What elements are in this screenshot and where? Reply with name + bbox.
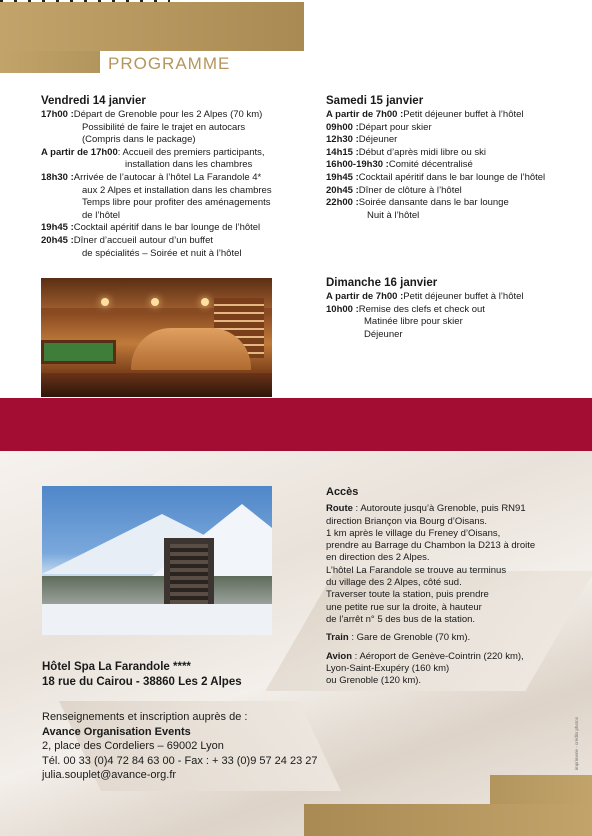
schedule-item: 16h00-19h30 : Comité décentralisé: [326, 159, 473, 171]
snow-foreground: [42, 604, 272, 635]
access-route-line: direction Briançon via Bourg d’Oisans.: [326, 515, 488, 527]
bar-lounge-photo: [41, 278, 272, 397]
hotel-block: [42, 660, 242, 690]
bar-counter: [131, 328, 251, 370]
photo-credit: imprimerie - crédits photos: [574, 716, 579, 770]
access-plane-line: ou Grenoble (120 km).: [326, 675, 422, 687]
access-section: [326, 486, 535, 687]
access-plane-line: Lyon-Saint-Exupéry (160 km): [326, 662, 450, 674]
red-divider-band: [0, 398, 592, 451]
contact-phone: Tél. 00 33 (0)4 72 84 63 00 - Fax : + 33 (0)9 57 24 23 27: [42, 754, 318, 767]
pool-table: [41, 340, 116, 364]
contact-intro: Renseignements et inscription auprès de :: [42, 711, 248, 723]
access-route-line: du village des 2 Alpes, côté sud.: [326, 577, 462, 589]
gold-footer-block: [304, 804, 592, 836]
hotel-exterior-photo: [42, 486, 272, 635]
schedule-item: 18h30 : Arrivée de l’autocar à l’hôtel La Farandole 4*: [41, 171, 262, 183]
access-route-line: prendre au Barrage du Chambon la D213 à droite: [326, 540, 536, 552]
access-plane: Avion : Aéroport de Genève-Cointrin (220 km),: [326, 650, 524, 662]
schedule-item: 09h00 : Départ pour skier: [326, 121, 432, 133]
friday-title: Vendredi 14 janvier: [41, 95, 146, 107]
schedule-item: A partir de 17h00 : Accueil des premiers participants,: [41, 146, 265, 158]
saturday-schedule: Samedi 15 janvier A partir de 7h00 : Petit déjeuner buffet à l’hôtel 09h00 : Départ pour skier 12h30 : Déjeuner 14h15 : Début d’après midi libre ou ski 16h00-19h30 : Comité décentralisé 19h45 : Cocktail apéritif dans le bar lounge de l’hôtel 20h45 : Dîner de clôture à l’hôtel 22h00 : Soirée dansante dans le bar lounge Nuit à l’hôtel: [326, 95, 546, 221]
hotel-name: Hôtel Spa La Farandole ****: [42, 661, 191, 673]
access-route-line: en direction des 2 Alpes.: [326, 552, 430, 564]
lamp-light: [101, 298, 109, 306]
schedule-item: 10h00 : Remise des clefs et check out: [326, 303, 485, 315]
schedule-item: 22h00 : Soirée dansante dans le bar lounge: [326, 197, 509, 209]
access-route-line: une petite rue sur la droite, à hauteur: [326, 601, 482, 613]
lamp-light: [151, 298, 159, 306]
gold-header-block: [0, 2, 304, 51]
contact-block: [42, 710, 317, 783]
lamp-light: [201, 298, 209, 306]
contact-street: 2, place des Cordeliers – 69002 Lyon: [42, 740, 224, 752]
access-route-line: L’hôtel La Farandole se trouve au terminus: [326, 564, 507, 576]
friday-schedule: Vendredi 14 janvier 17h00 : Départ de Grenoble pour les 2 Alpes (70 km) Possibilité de faire le trajet en autocars (Compris dans le package) A partir de 17h00 : Accueil des premiers participants, installation dans les chambres 18h30 : Arrivée de l’autocar à l’hôtel La Farandole 4* aux 2 Alpes et installation dans les chambres Temps libre pour profiter des aménagements de l’hôtel 19h45 : Cocktail apéritif dans le bar lounge de l’hôtel 20h45 : Dîner d’accueil autour d’un buffet de spécialités – Soirée et nuit à l’hôtel: [41, 95, 272, 259]
schedule-item: 14h15 : Début d’après midi libre ou ski: [326, 146, 487, 158]
gold-header-tab: [0, 51, 100, 73]
gold-footer-tab: [490, 775, 592, 804]
schedule-item: 20h45 : Dîner d’accueil autour d’un buffet: [41, 234, 213, 246]
schedule-item: 17h00 : Départ de Grenoble pour les 2 Alpes (70 km): [41, 109, 263, 120]
schedule-item: A partir de 7h00 : Petit déjeuner buffet à l’hôtel: [326, 291, 524, 302]
access-route-line: Traverser toute la station, puis prendre: [326, 589, 489, 601]
hotel-address: 18 rue du Cairou - 38860 Les 2 Alpes: [42, 676, 242, 688]
contact-email[interactable]: julia.souplet@avance-org.fr: [42, 769, 177, 781]
access-train: Train : Gare de Grenoble (70 km).: [326, 632, 471, 644]
access-route-line: 1 km après le village du Freney d’Oisans,: [326, 527, 501, 539]
programme-title: PROGRAMME: [108, 54, 231, 73]
schedule-item: 12h30 : Déjeuner: [326, 134, 398, 146]
schedule-item: 20h45 : Dîner de clôture à l’hôtel: [326, 184, 462, 196]
sunday-title: Dimanche 16 janvier: [326, 277, 438, 289]
sunday-schedule: Dimanche 16 janvier A partir de 7h00 : Petit déjeuner buffet à l’hôtel 10h00 : Remise des clefs et check out Matinée libre pour skier Déjeuner: [326, 277, 524, 340]
bar-floor: [41, 373, 272, 397]
access-route-line: Route : Autoroute jusqu’à Grenoble, puis RN91: [326, 503, 526, 515]
access-route-line: de l’arrêt n° 5 des bus de la station.: [326, 613, 476, 625]
contact-organisation: Avance Organisation Events: [42, 725, 191, 738]
schedule-item: 19h45 : Cocktail apéritif dans le bar lounge de l’hôtel: [41, 222, 261, 234]
saturday-title: Samedi 15 janvier: [326, 95, 424, 107]
access-title: Accès: [326, 486, 359, 498]
schedule-item: A partir de 7h00 : Petit déjeuner buffet à l’hôtel: [326, 109, 524, 120]
schedule-item: 19h45 : Cocktail apéritif dans le bar lounge de l’hôtel: [326, 171, 546, 183]
